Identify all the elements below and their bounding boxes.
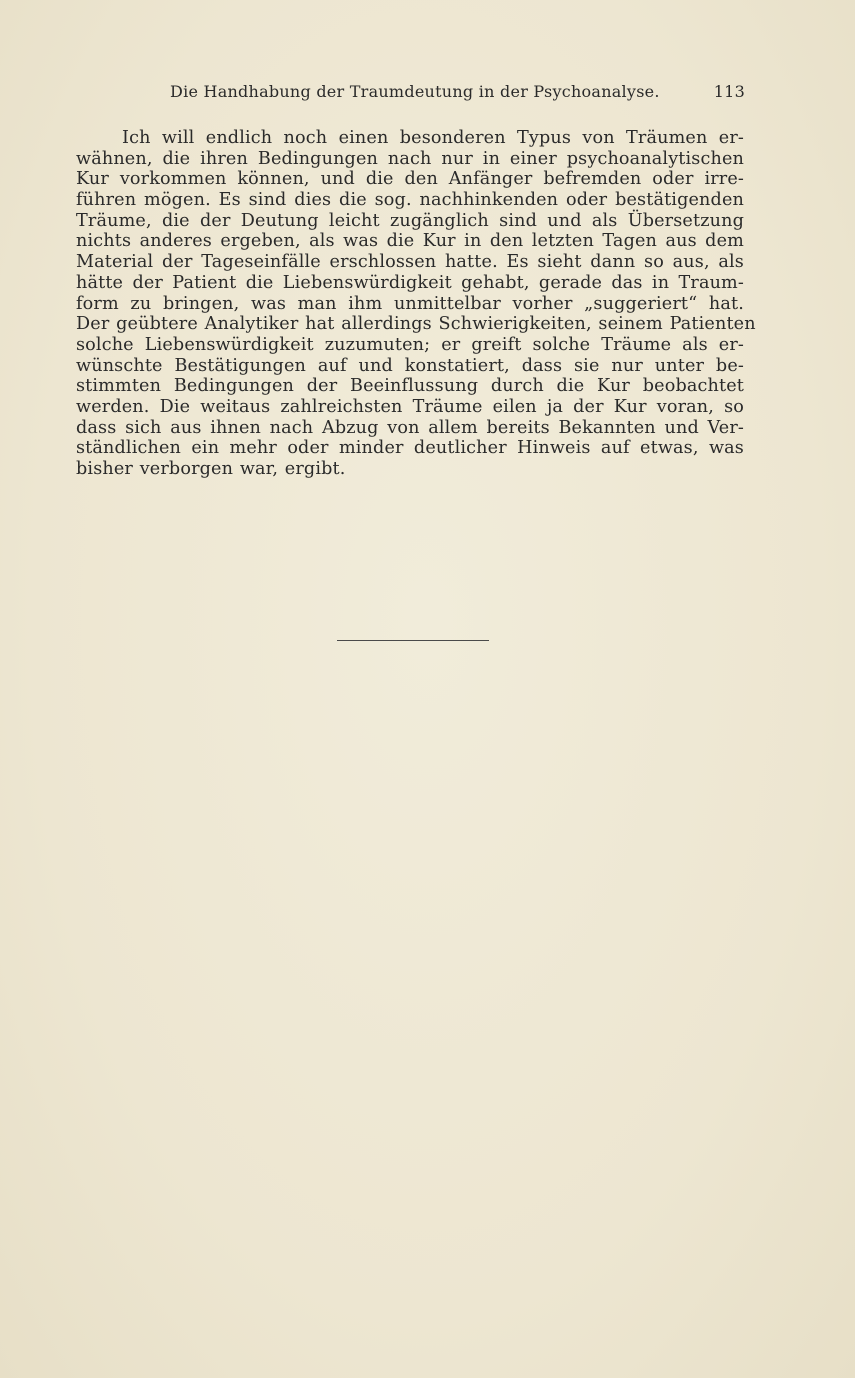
- text-line: Material der Tageseinfälle erschlossen hatte. Es sieht dann so aus, als: [76, 252, 744, 273]
- text-line: werden. Die weitaus zahlreichsten Träume eilen ja der Kur voran, so: [76, 396, 744, 417]
- body-paragraph: [76, 128, 756, 480]
- text-line: stimmten Bedingungen der Beeinflussung durch die Kur beobachtet: [76, 376, 744, 397]
- text-line: Ich will endlich noch einen besonderen Typus von Träumen er-: [122, 128, 744, 148]
- running-head: [170, 82, 745, 106]
- text-line: solche Liebenswürdigkeit zuzumuten; er greift solche Träume als er-: [76, 334, 744, 355]
- text-line: form zu bringen, was man ihm unmittelbar vorher „suggeriert“ hat.: [76, 293, 744, 314]
- text-line: Kur vorkommen können, und die den Anfänger befremden oder irre-: [76, 169, 744, 190]
- text-line: wünschte Bestätigungen auf und konstatiert, dass sie nur unter be-: [76, 355, 744, 376]
- running-title: Die Handhabung der Traumdeutung in der Psychoanalyse.: [170, 82, 660, 101]
- text-line: wähnen, die ihren Bedingungen nach nur in einer psychoanalytischen: [76, 148, 744, 169]
- text-line: hätte der Patient die Liebenswürdigkeit gehabt, gerade das in Traum-: [76, 272, 744, 293]
- page-number: 113: [713, 82, 745, 101]
- text-line: nichts anderes ergeben, als was die Kur in den letzten Tagen aus dem: [76, 231, 744, 252]
- section-divider: [337, 640, 489, 641]
- text-line: führen mögen. Es sind dies die sog. nachhinkenden oder bestätigenden: [76, 190, 744, 211]
- text-line: dass sich aus ihnen nach Abzug von allem bereits Bekannten und Ver-: [76, 417, 744, 438]
- text-line: Träume, die der Deutung leicht zugänglich sind und als Übersetzung: [76, 210, 744, 231]
- text-line: ständlichen ein mehr oder minder deutlicher Hinweis auf etwas, was: [76, 438, 744, 459]
- text-line: Der geübtere Analytiker hat allerdings Schwierigkeiten, seinem Patienten: [76, 314, 756, 335]
- text-line: bisher verborgen war, ergibt.: [76, 459, 346, 479]
